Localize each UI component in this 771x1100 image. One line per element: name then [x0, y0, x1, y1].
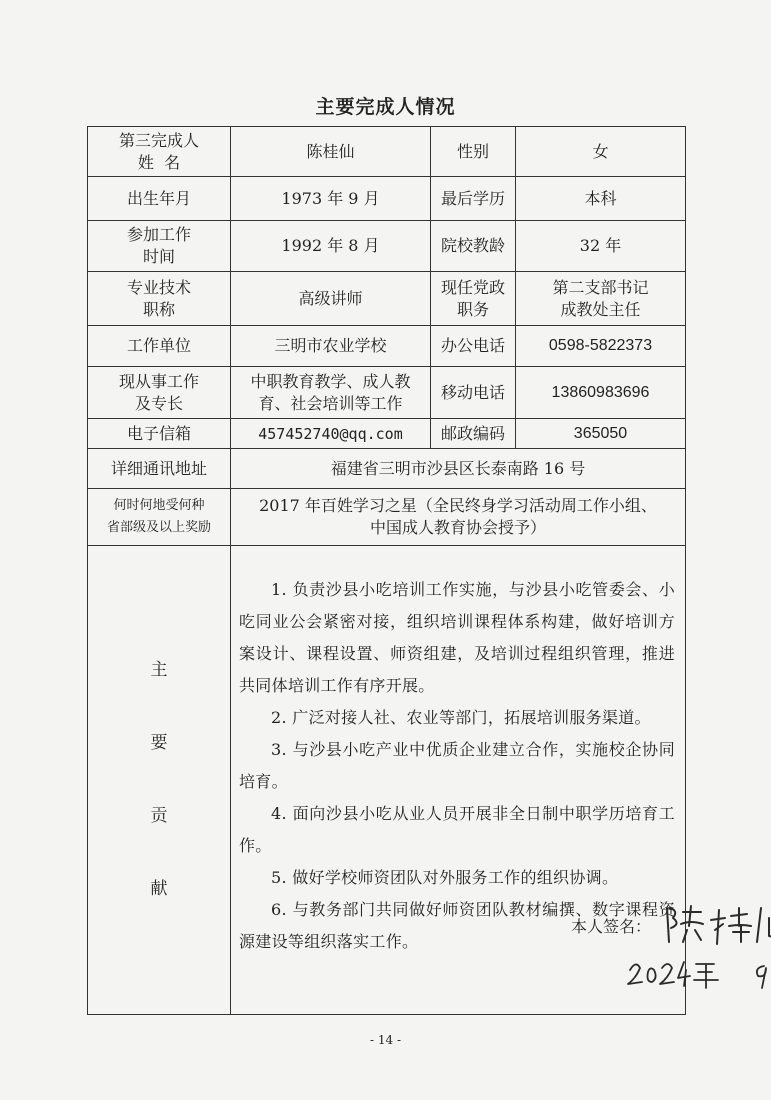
mobile-label: 移动电话: [431, 367, 516, 419]
contribution-item: 2. 广泛对接人社、农业等部门，拓展培训服务渠道。: [271, 708, 651, 727]
office-phone-value: 0598-5822373: [516, 326, 686, 367]
tech-title-label: 专业技术 职称: [88, 272, 231, 326]
zip-value: 365050: [516, 419, 686, 449]
gender-label: 性别: [431, 127, 516, 177]
birth-label: 出生年月: [88, 177, 231, 221]
contribution-item: 3. 与沙县小吃产业中优质企业建立合作，实施校企协同培育。: [239, 740, 675, 791]
work-start-label: 参加工作 时间: [88, 221, 231, 272]
job-value: 中职教育教学、成人教 育、社会培训等工作: [231, 367, 431, 419]
address-value: 福建省三明市沙县区长泰南路 16 号: [231, 449, 686, 489]
contribution-content: [231, 546, 686, 1015]
email-label: 电子信箱: [88, 419, 231, 449]
handwritten-date: [626, 956, 771, 990]
contribution-item: 5. 做好学校师资团队对外服务工作的组织协调。: [271, 868, 619, 887]
name-label: 第三完成人 姓 名: [88, 127, 231, 177]
info-table: [87, 126, 686, 1015]
unit-label: 工作单位: [88, 326, 231, 367]
page-number: - 14 -: [369, 1033, 401, 1047]
contribution-item: 6. 与教务部门共同做好师资团队教材编撰、数字课程资源建设等组织落实工作。: [239, 900, 675, 951]
unit-value: 三明市农业学校: [231, 326, 431, 367]
gender-value: 女: [516, 127, 686, 177]
award-value: 2017 年百姓学习之星（全民终身学习活动周工作小组、 中国成人教育协会授予）: [231, 489, 686, 546]
address-label: 详细通讯地址: [88, 449, 231, 489]
birth-value: 1973 年 9 月: [231, 177, 431, 221]
work-start-value: 1992 年 8 月: [231, 221, 431, 272]
handwritten-signature: [661, 902, 771, 946]
education-value: 本科: [516, 177, 686, 221]
signature-label: 本人签名：: [571, 917, 652, 936]
contribution-item: 4. 面向沙县小吃从业人员开展非全日制中职学历培育工作。: [239, 804, 675, 855]
award-label: 何时何地受何种 省部级及以上奖励: [88, 489, 231, 546]
zip-label: 邮政编码: [431, 419, 516, 449]
mobile-value: 13860983696: [516, 367, 686, 419]
teach-years-value: 32 年: [516, 221, 686, 272]
teach-years-label: 院校教龄: [431, 221, 516, 272]
contribution-item: 1. 负责沙县小吃培训工作实施，与沙县小吃管委会、小吃同业公会紧密对接，组织培训课程体系构建，做好培训方案设计、课程设置、师资组建，及培训过程组织管理，推进共同体培训工作有序开展。: [239, 580, 675, 695]
job-label: 现从事工作 及专长: [88, 367, 231, 419]
post-label: 现任党政 职务: [431, 272, 516, 326]
contribution-label: 主 要 贡 献: [88, 546, 231, 1015]
tech-title-value: 高级讲师: [231, 272, 431, 326]
post-value: 第二支部书记 成教处主任: [516, 272, 686, 326]
education-label: 最后学历: [431, 177, 516, 221]
email-value: 457452740@qq.com: [231, 419, 431, 449]
name-value: 陈桂仙: [231, 127, 431, 177]
page-title: 主要完成人情况: [315, 96, 456, 118]
office-phone-label: 办公电话: [431, 326, 516, 367]
